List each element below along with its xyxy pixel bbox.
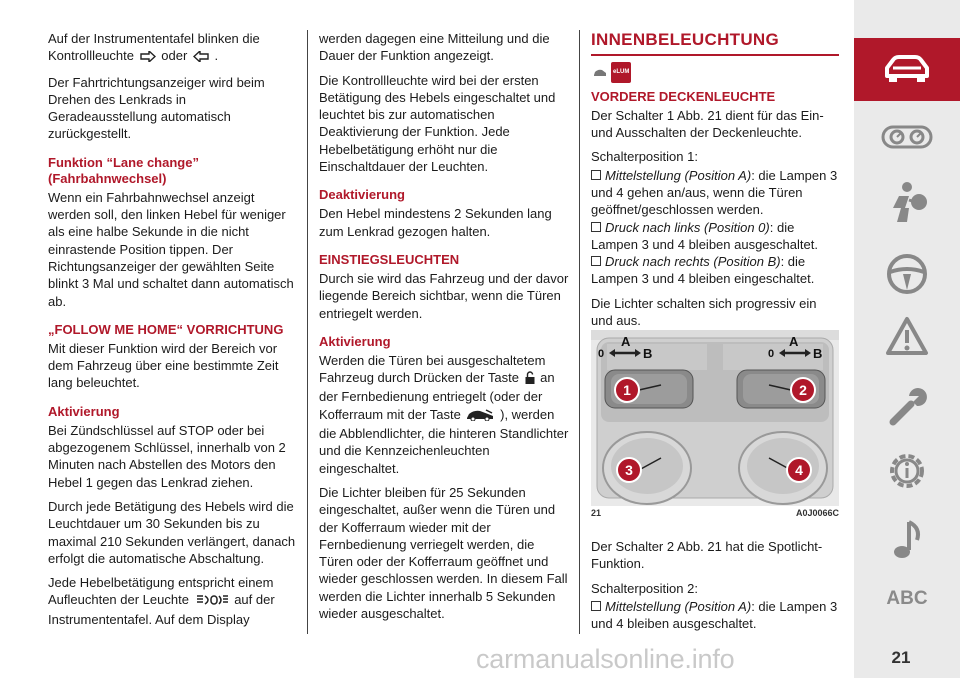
steering-wheel-icon[interactable] <box>854 252 960 301</box>
ceiling-light-illustration <box>591 330 839 506</box>
paragraph-reset: Der Fahrtrichtungsanzeiger wird beim Drehen des Lenkrads in Geradeausstellung automatisch zurückgestellt. <box>48 74 265 142</box>
follow-me-home-icon <box>195 593 229 610</box>
badge-2: 2 <box>799 382 807 398</box>
heading-lane-change: Funktion “Lane change” (Fahrbahnwechsel) <box>48 154 199 186</box>
heading-entry-lights: EINSTIEGSLEUCHTEN <box>319 251 460 267</box>
paragraph-activation: Bei Zündschlüssel auf STOP oder bei abgezogenem Schlüssel, innerhalb von 2 Minuten nach Abstellen des Motors den Hebel 1 gegen das Lenkrad ziehen. <box>48 422 286 490</box>
bullet-square-icon <box>591 256 601 266</box>
bullet-square-icon <box>591 601 601 611</box>
figure-number: 21 <box>591 508 602 518</box>
heading-activation-entry: Aktivierung <box>319 333 391 349</box>
wrench-icon[interactable] <box>854 384 960 433</box>
page-number: 21 <box>891 648 911 667</box>
paragraph-follow-me: Mit dieser Funktion wird der Bereich vor dem Fahrzeug über eine bestimmte Zeit lang beleuchtet. <box>48 340 279 391</box>
section-title: INNENBELEUCHTUNG <box>591 30 780 49</box>
chapter-sidebar <box>854 0 960 678</box>
column-divider <box>307 30 308 634</box>
airbag-person-icon[interactable] <box>854 180 960 229</box>
label-a-right: A <box>789 334 799 349</box>
heading-deactivation: Deaktivierung <box>319 187 405 203</box>
column-divider <box>579 30 580 634</box>
variant-badges <box>591 62 839 83</box>
bullet-item: Mittelstellung (Position A): die Lampen 3 und 4 gehen an/aus, wenn die Türen geöffnet/geschlossen werden. <box>591 167 838 218</box>
gear-info-icon[interactable] <box>854 448 960 499</box>
abc-index-label[interactable]: ABC <box>886 588 928 609</box>
paragraph-switch2: Der Schalter 2 Abb. 21 hat die Spotlicht-Funktion. <box>591 539 823 572</box>
gauges-icon[interactable] <box>854 124 960 155</box>
turn-left-indicator-icon <box>193 49 209 66</box>
bullet-square-icon <box>591 222 601 232</box>
title-rule <box>591 54 839 56</box>
badge-3: 3 <box>625 462 633 478</box>
paragraph-switch1: Der Schalter 1 Abb. 21 dient für das Ein- und Ausschalten der Deckenleuchte. <box>591 107 824 141</box>
heading-front-light: VORDERE DECKENLEUCHTE <box>591 88 776 104</box>
heading-activation: Aktivierung <box>48 403 120 419</box>
column-middle <box>319 30 569 629</box>
paragraph-lane-change: Wenn ein Fahrbahnwechsel anzeigt werden soll, den linken Hebel für weniger als eine halbe Sekunde in die nicht einrastende Position tippen. Der Richtungsanzeiger der gewählten Seite blinkt 3 Mal und schaltet dann automatisch ab. <box>48 189 294 309</box>
car-icon[interactable] <box>854 52 960 91</box>
paragraph-lights-duration: Die Lichter bleiben für 25 Sekunden eingeschaltet, außer wenn die Türen und der Kofferraum wieder mit der Fernbedienung verriegelt werden, die Türen oder der Kofferraum geöffnet und wieder geschlossen werden. In diesem Fall werden die Lichter innerhalb 5 Sekunden wieder ausgeschaltet. <box>319 484 568 622</box>
column-right <box>591 30 839 336</box>
label-b-left: B <box>643 346 653 361</box>
paragraph-display: werden dagegen eine Mitteilung und die Dauer der Funktion angezeigt. <box>319 31 550 64</box>
label-a-left: A <box>621 334 631 349</box>
badge-1: 1 <box>623 382 631 398</box>
label-0-left: 0 <box>598 348 605 360</box>
car-variant-icon <box>593 64 607 81</box>
paragraph-position1: Schalterposition 1: <box>591 149 698 165</box>
badge-4: 4 <box>795 462 803 478</box>
warning-triangle-icon[interactable] <box>854 316 960 361</box>
bullet-item: Druck nach links (Position 0): die Lampen 3 und 4 bleiben ausgeschaltet. <box>591 219 818 252</box>
turn-right-indicator-icon <box>140 49 156 66</box>
unlock-icon <box>525 371 535 388</box>
paragraph-lever-light: Jede Hebelbetätigung entspricht einem Aufleuchten der Leuchte auf der Instrumententafel. Auf dem Display <box>48 575 275 627</box>
paragraph-progressive: Die Lichter schalten sich progressiv ein und aus. <box>591 295 817 329</box>
paragraph-entry-lights: Durch sie wird das Fahrzeug und der davor liegende Bereich sichtbar, wenn die Türen entriegelt werden. <box>319 270 569 321</box>
paragraph-entry-activation: Werden die Türen bei ausgeschaltetem Fahrzeug durch Drücken der Taste an der Fernbedienung entriegelt (oder der Kofferraum mit der Taste ), werden die Abblendlichter, die hinteren Standlichter und die Kennzeichenleuchten eingeschaltet. <box>319 352 569 476</box>
column-left <box>48 30 298 635</box>
lum-badge: eLUM <box>611 62 631 83</box>
ceiling-light-figure <box>591 330 839 520</box>
bullet-square-icon <box>591 170 601 180</box>
figure-code: A0J0066C <box>795 508 839 518</box>
watermark: carmanualsonline.info <box>476 644 735 674</box>
paragraph-duration: Durch jede Betätigung des Hebels wird die Leuchtdauer um 30 Sekunden bis zu maximal 210 Sekunden verlängert, danach erfolgt die automatische Abschaltung. <box>48 498 296 566</box>
music-note-icon[interactable] <box>854 518 960 567</box>
heading-follow-me-home: „FOLLOW ME HOME“ VORRICHTUNG <box>48 321 284 337</box>
paragraph-deactivation: Den Hebel mindestens 2 Sekunden lang zum Lenkrad gezogen halten. <box>319 206 552 239</box>
figure-caption <box>591 508 839 518</box>
paragraph-indicator: Auf der Instrumententafel blinken die Kontrollleuchte oder . <box>48 30 298 67</box>
paragraph-position2: Schalterposition 2: <box>591 580 698 596</box>
label-b-right: B <box>813 346 823 361</box>
label-0-right: 0 <box>768 348 775 360</box>
column-right-lower <box>591 538 839 632</box>
trunk-car-icon <box>466 408 494 425</box>
paragraph-control-light: Die Kontrollleuchte wird bei der ersten Betätigung des Hebels eingeschaltet und leuchtet bis zur automatischen Deaktivierung der Funktion. Jede Hebelbetätigung erhöht nur die Einschaltdauer der Leuchten. <box>319 72 556 175</box>
bullet-item: Druck nach rechts (Position B): die Lampen 3 und 4 bleiben eingeschaltet. <box>591 254 815 287</box>
bullet-item: Mittelstellung (Position A): die Lampen 3 und 4 bleiben ausgeschaltet. <box>591 598 838 632</box>
